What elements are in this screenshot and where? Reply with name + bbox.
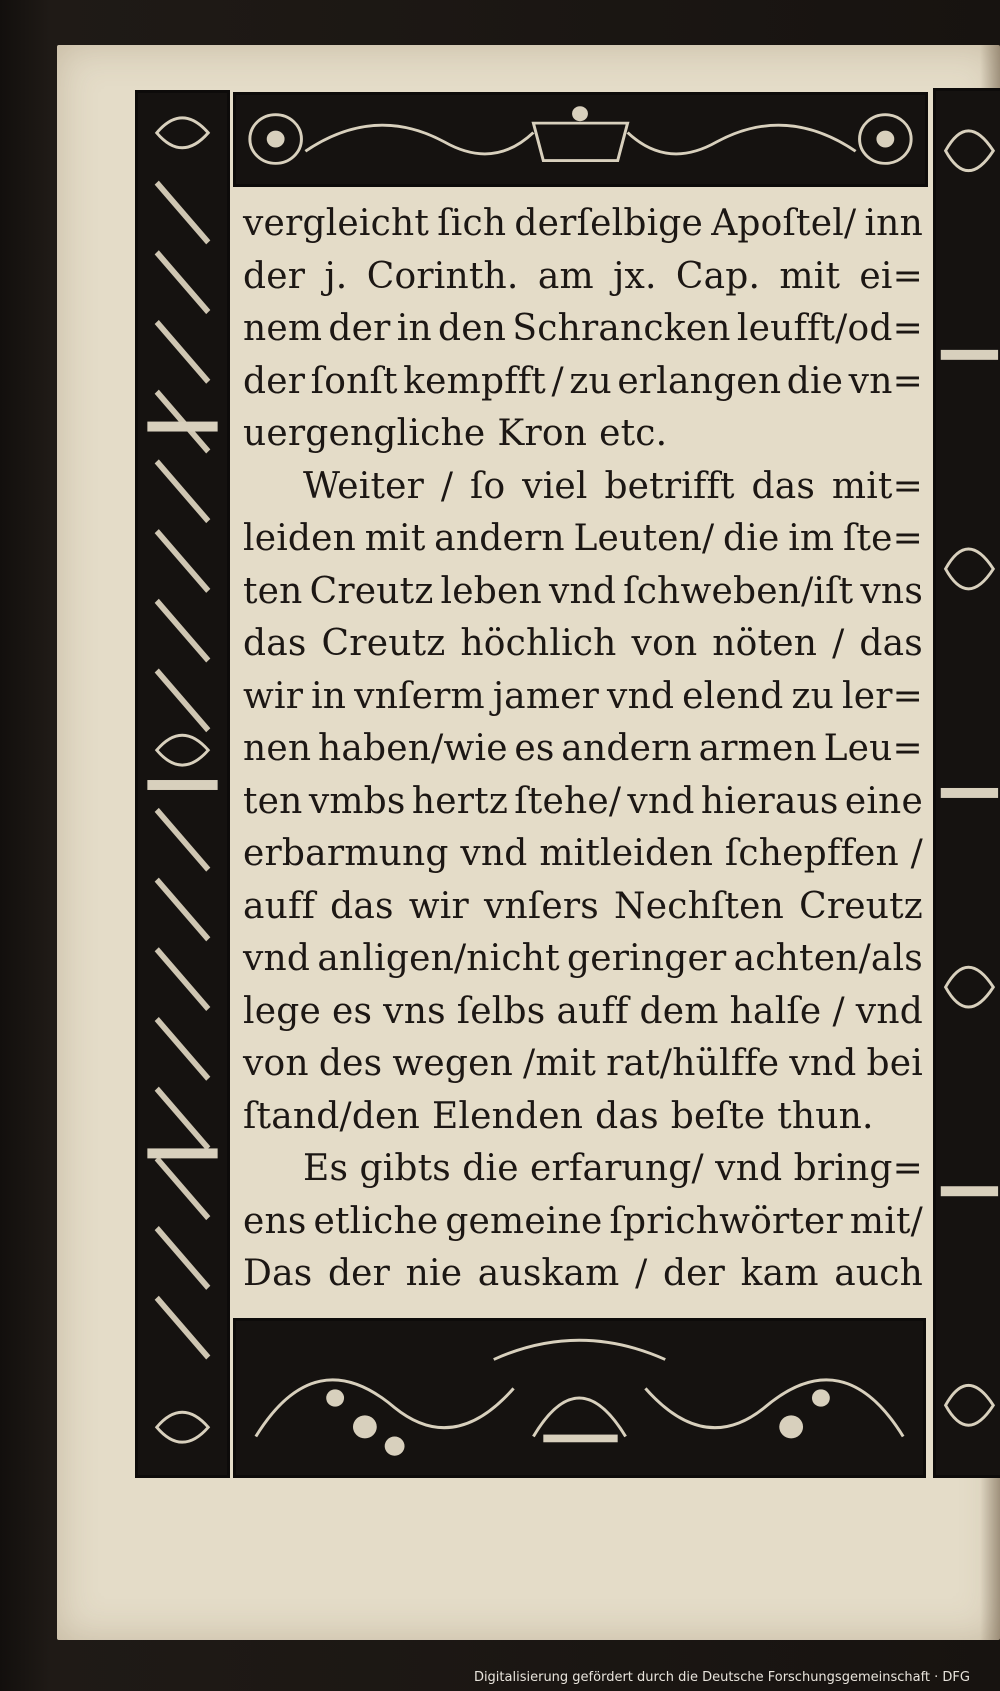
text-line: vnd anligen/nicht geringer achten/als bbox=[243, 938, 923, 979]
text-line: der j. Corinth. am jx. Cap. mit ei= bbox=[243, 255, 923, 297]
text-line: ſtand/den Elenden das beſte thun. bbox=[243, 1095, 874, 1137]
text-line: lege es vns ſelbs auff dem halſe / vnd bbox=[243, 990, 923, 1032]
text-line: ens etliche gemeine ſprichwörter mit/ bbox=[243, 1200, 923, 1242]
text-line: von des wegen /mit rat/hülffe vnd bei bbox=[243, 1043, 923, 1084]
text-line: nem der in den Schrancken leufft/od= bbox=[243, 308, 923, 349]
text-line: auff das wir vnſers Nechſten Creutz bbox=[243, 885, 923, 927]
digitization-credit: Digitalisierung gefördert durch die Deutsche Forschungsgemeinschaft · DFG bbox=[473, 1670, 970, 1685]
body-text bbox=[243, 197, 923, 1307]
woodcut-border-left bbox=[135, 90, 230, 1478]
text-line: Es gibts die erfarung/ vnd bring= bbox=[303, 1148, 923, 1189]
text-line: vergleicht ſich derſelbige Apoſtel/ inn bbox=[243, 203, 923, 244]
woodcut-border-bottom bbox=[233, 1318, 926, 1478]
text-line: Weiter / ſo viel betrifft das mit= bbox=[303, 465, 923, 507]
text-line: uergengliche Kron etc. bbox=[243, 413, 668, 454]
text-line: Das der nie auskam / der kam auch bbox=[243, 1253, 923, 1294]
woodcut-border-right bbox=[933, 88, 1000, 1478]
text-line: das Creutz höchlich von nöten / das bbox=[243, 623, 923, 664]
text-line: erbarmung vnd mitleiden ſchepffen / bbox=[243, 833, 923, 874]
text-line: der ſonſt kempfft / zu erlangen die vn= bbox=[243, 360, 923, 402]
woodcut-border-top bbox=[233, 92, 928, 187]
text-line: wir in vnſerm jamer vnd elend zu ler= bbox=[243, 675, 923, 717]
text-line: ten vmbs hertz ſtehe/ vnd hieraus eine bbox=[243, 780, 923, 822]
text-line: leiden mit andern Leuten/ die im ſte= bbox=[243, 518, 923, 559]
text-line: ten Creutz leben vnd ſchweben/iſt vns bbox=[243, 570, 923, 612]
text-line: nen haben/wie es andern armen Leu= bbox=[243, 728, 923, 769]
